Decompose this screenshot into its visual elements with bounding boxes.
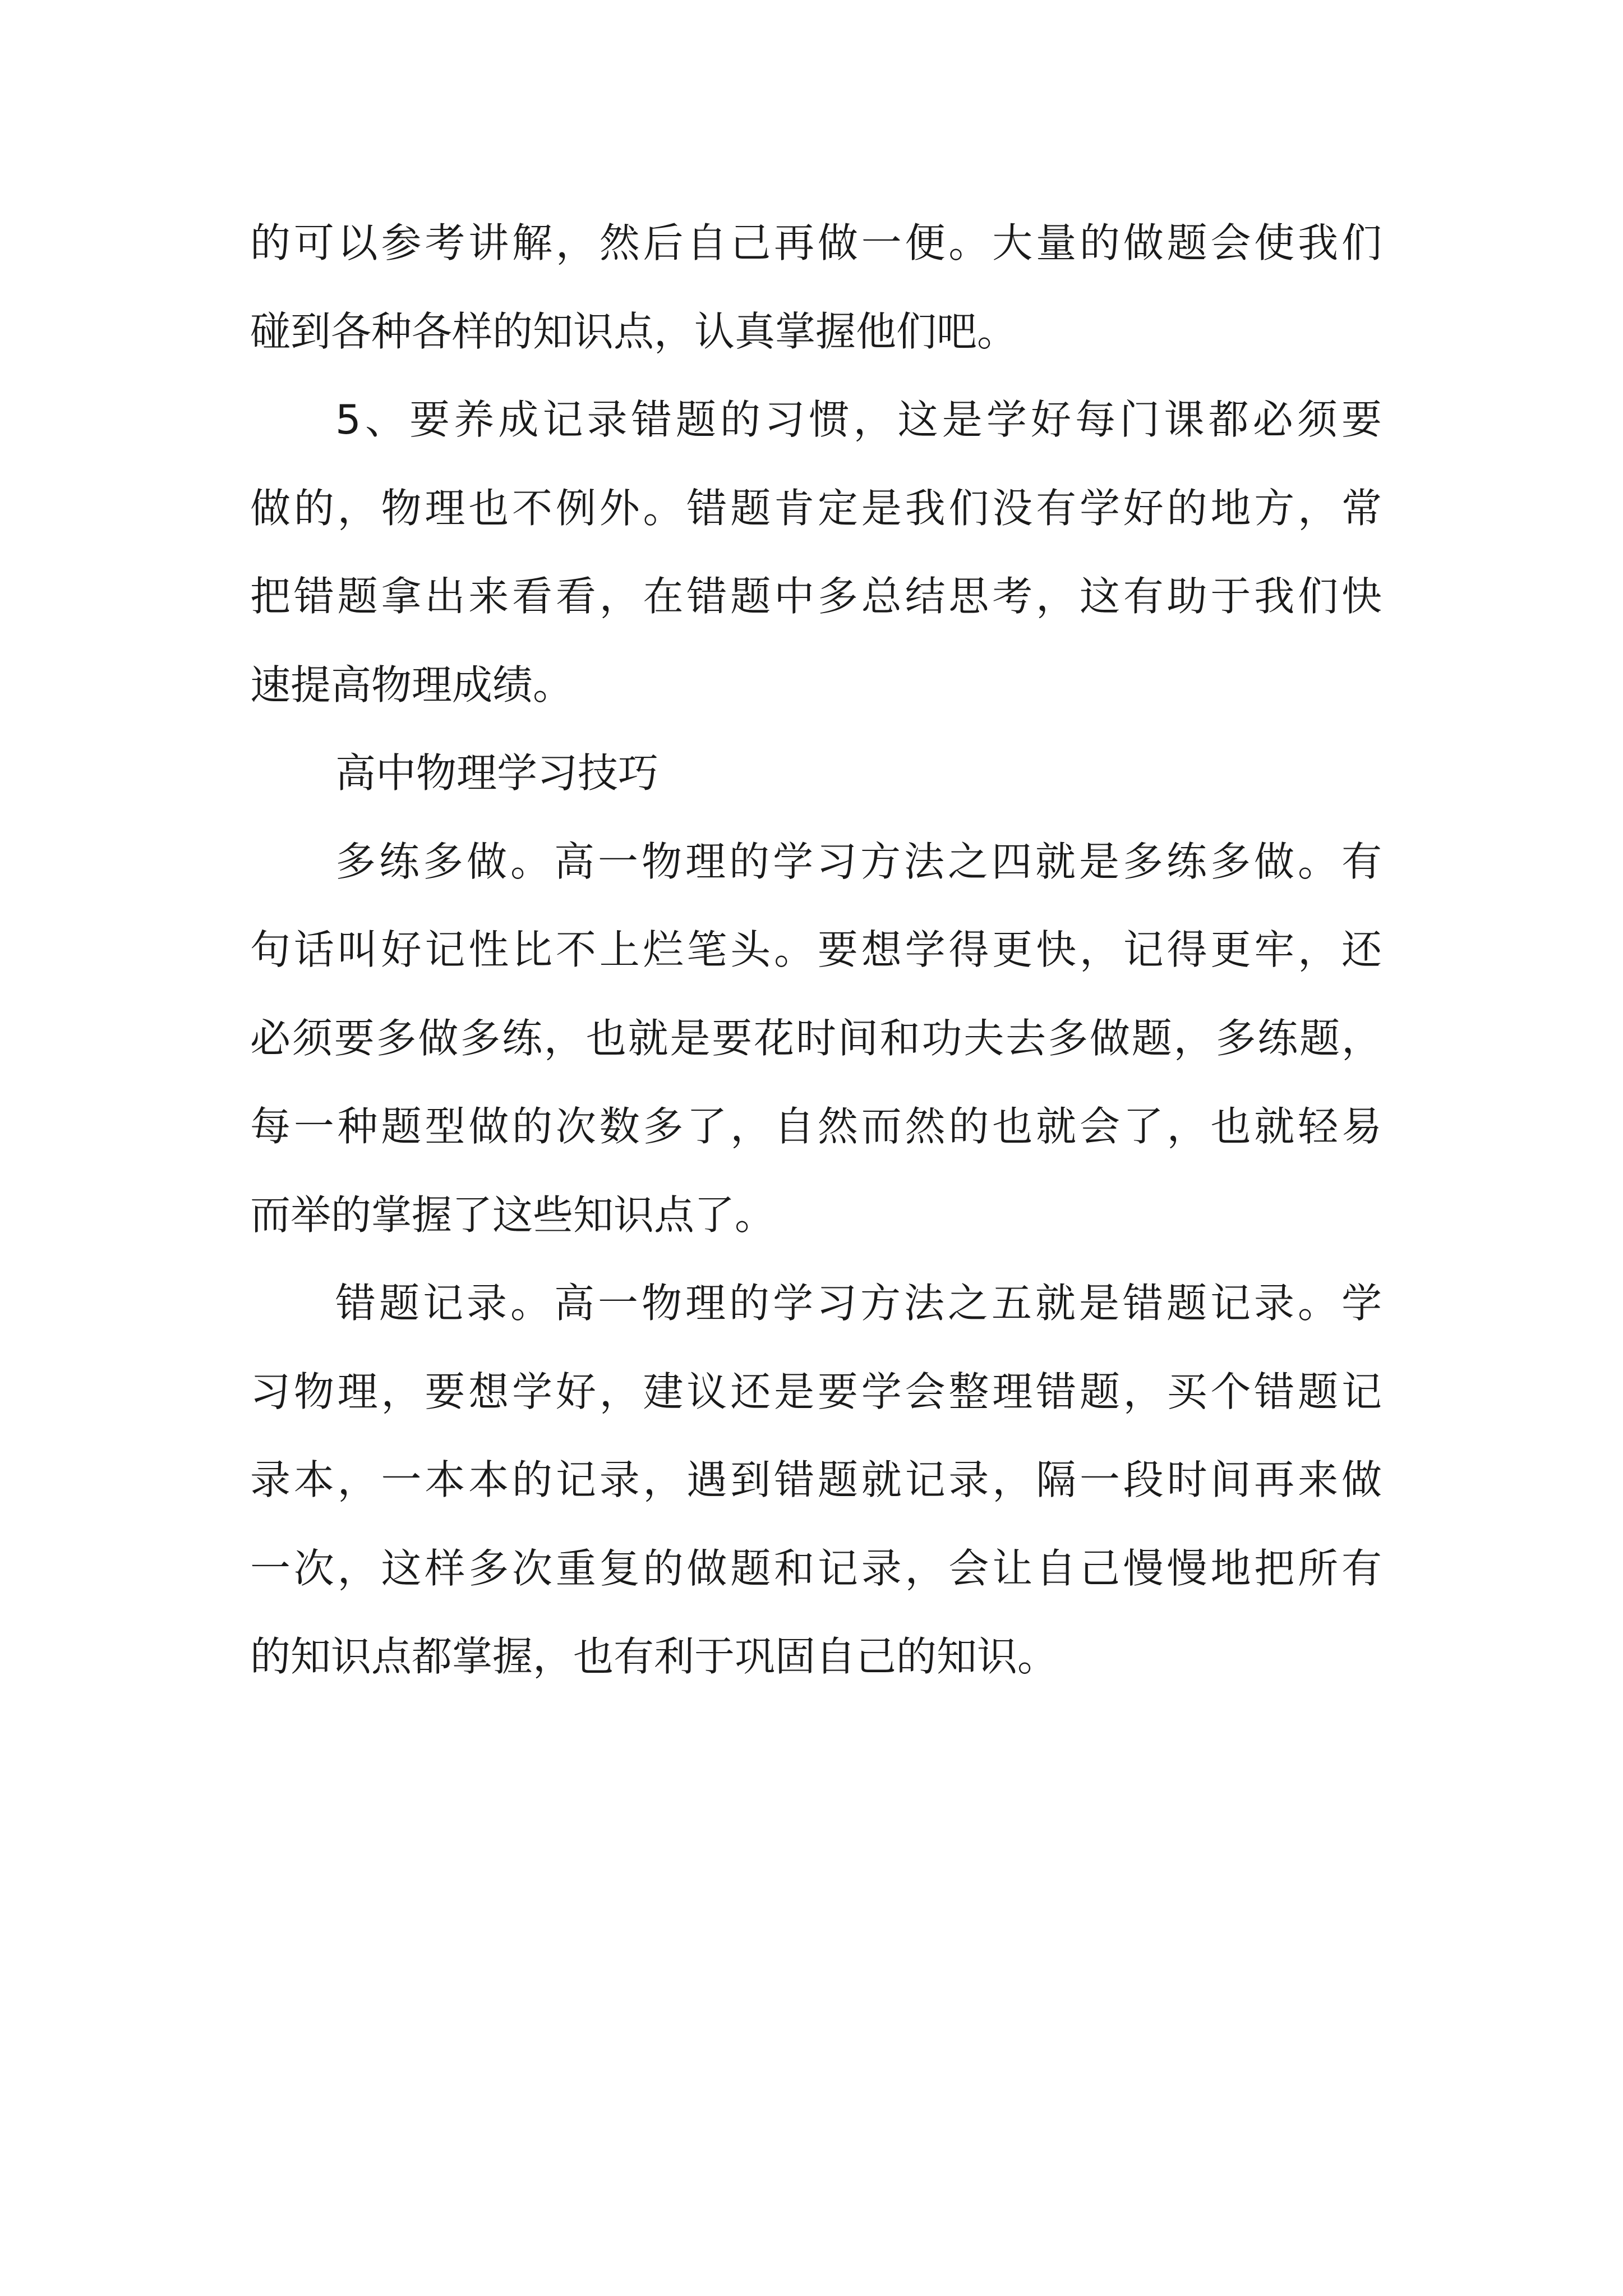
- text-line: 一次，这样多次重复的做题和记录，会让自己慢慢地把所有: [250, 1544, 1382, 1592]
- text-line: 碰到各种各样的知识点，认真掌握他们吧。: [250, 307, 1018, 355]
- text-line: 必须要多做多练，也就是要花时间和功夫去多做题，多练题，: [250, 1014, 1382, 1062]
- text-line: 速提高物理成绩。: [250, 661, 574, 708]
- text-line: 的可以参考讲解，然后自己再做一便。大量的做题会使我们: [250, 219, 1382, 266]
- text-line: 把错题拿出来看看，在错题中多总结思考，这有助于我们快: [250, 573, 1382, 620]
- text-line: 错题记录。高一物理的学习方法之五就是错题记录。学: [335, 1280, 1382, 1327]
- text-line: 做的，物理也不例外。错题肯定是我们没有学好的地方，常: [250, 484, 1382, 532]
- section-heading: 高中物理学习技巧: [335, 749, 659, 797]
- text-line: 句话叫好记性比不上烂笔头。要想学得更快，记得更牢，还: [250, 926, 1382, 973]
- document-body: [250, 199, 1382, 1701]
- text-line: 录本，一本本的记录，遇到错题就记录，隔一段时间再来做: [250, 1456, 1382, 1503]
- text-line: 5、要养成记录错题的习惯，这是学好每门课都必须要: [335, 396, 1382, 443]
- text-line: 的知识点都掌握，也有利于巩固自己的知识。: [250, 1633, 1058, 1680]
- text-line: 而举的掌握了这些知识点了。: [250, 1191, 776, 1239]
- text-line: 多练多做。高一物理的学习方法之四就是多练多做。有: [335, 838, 1382, 885]
- text-line: 每一种题型做的次数多了，自然而然的也就会了，也就轻易: [250, 1103, 1382, 1150]
- text-line: 习物理，要想学好，建议还是要学会整理错题，买个错题记: [250, 1368, 1382, 1415]
